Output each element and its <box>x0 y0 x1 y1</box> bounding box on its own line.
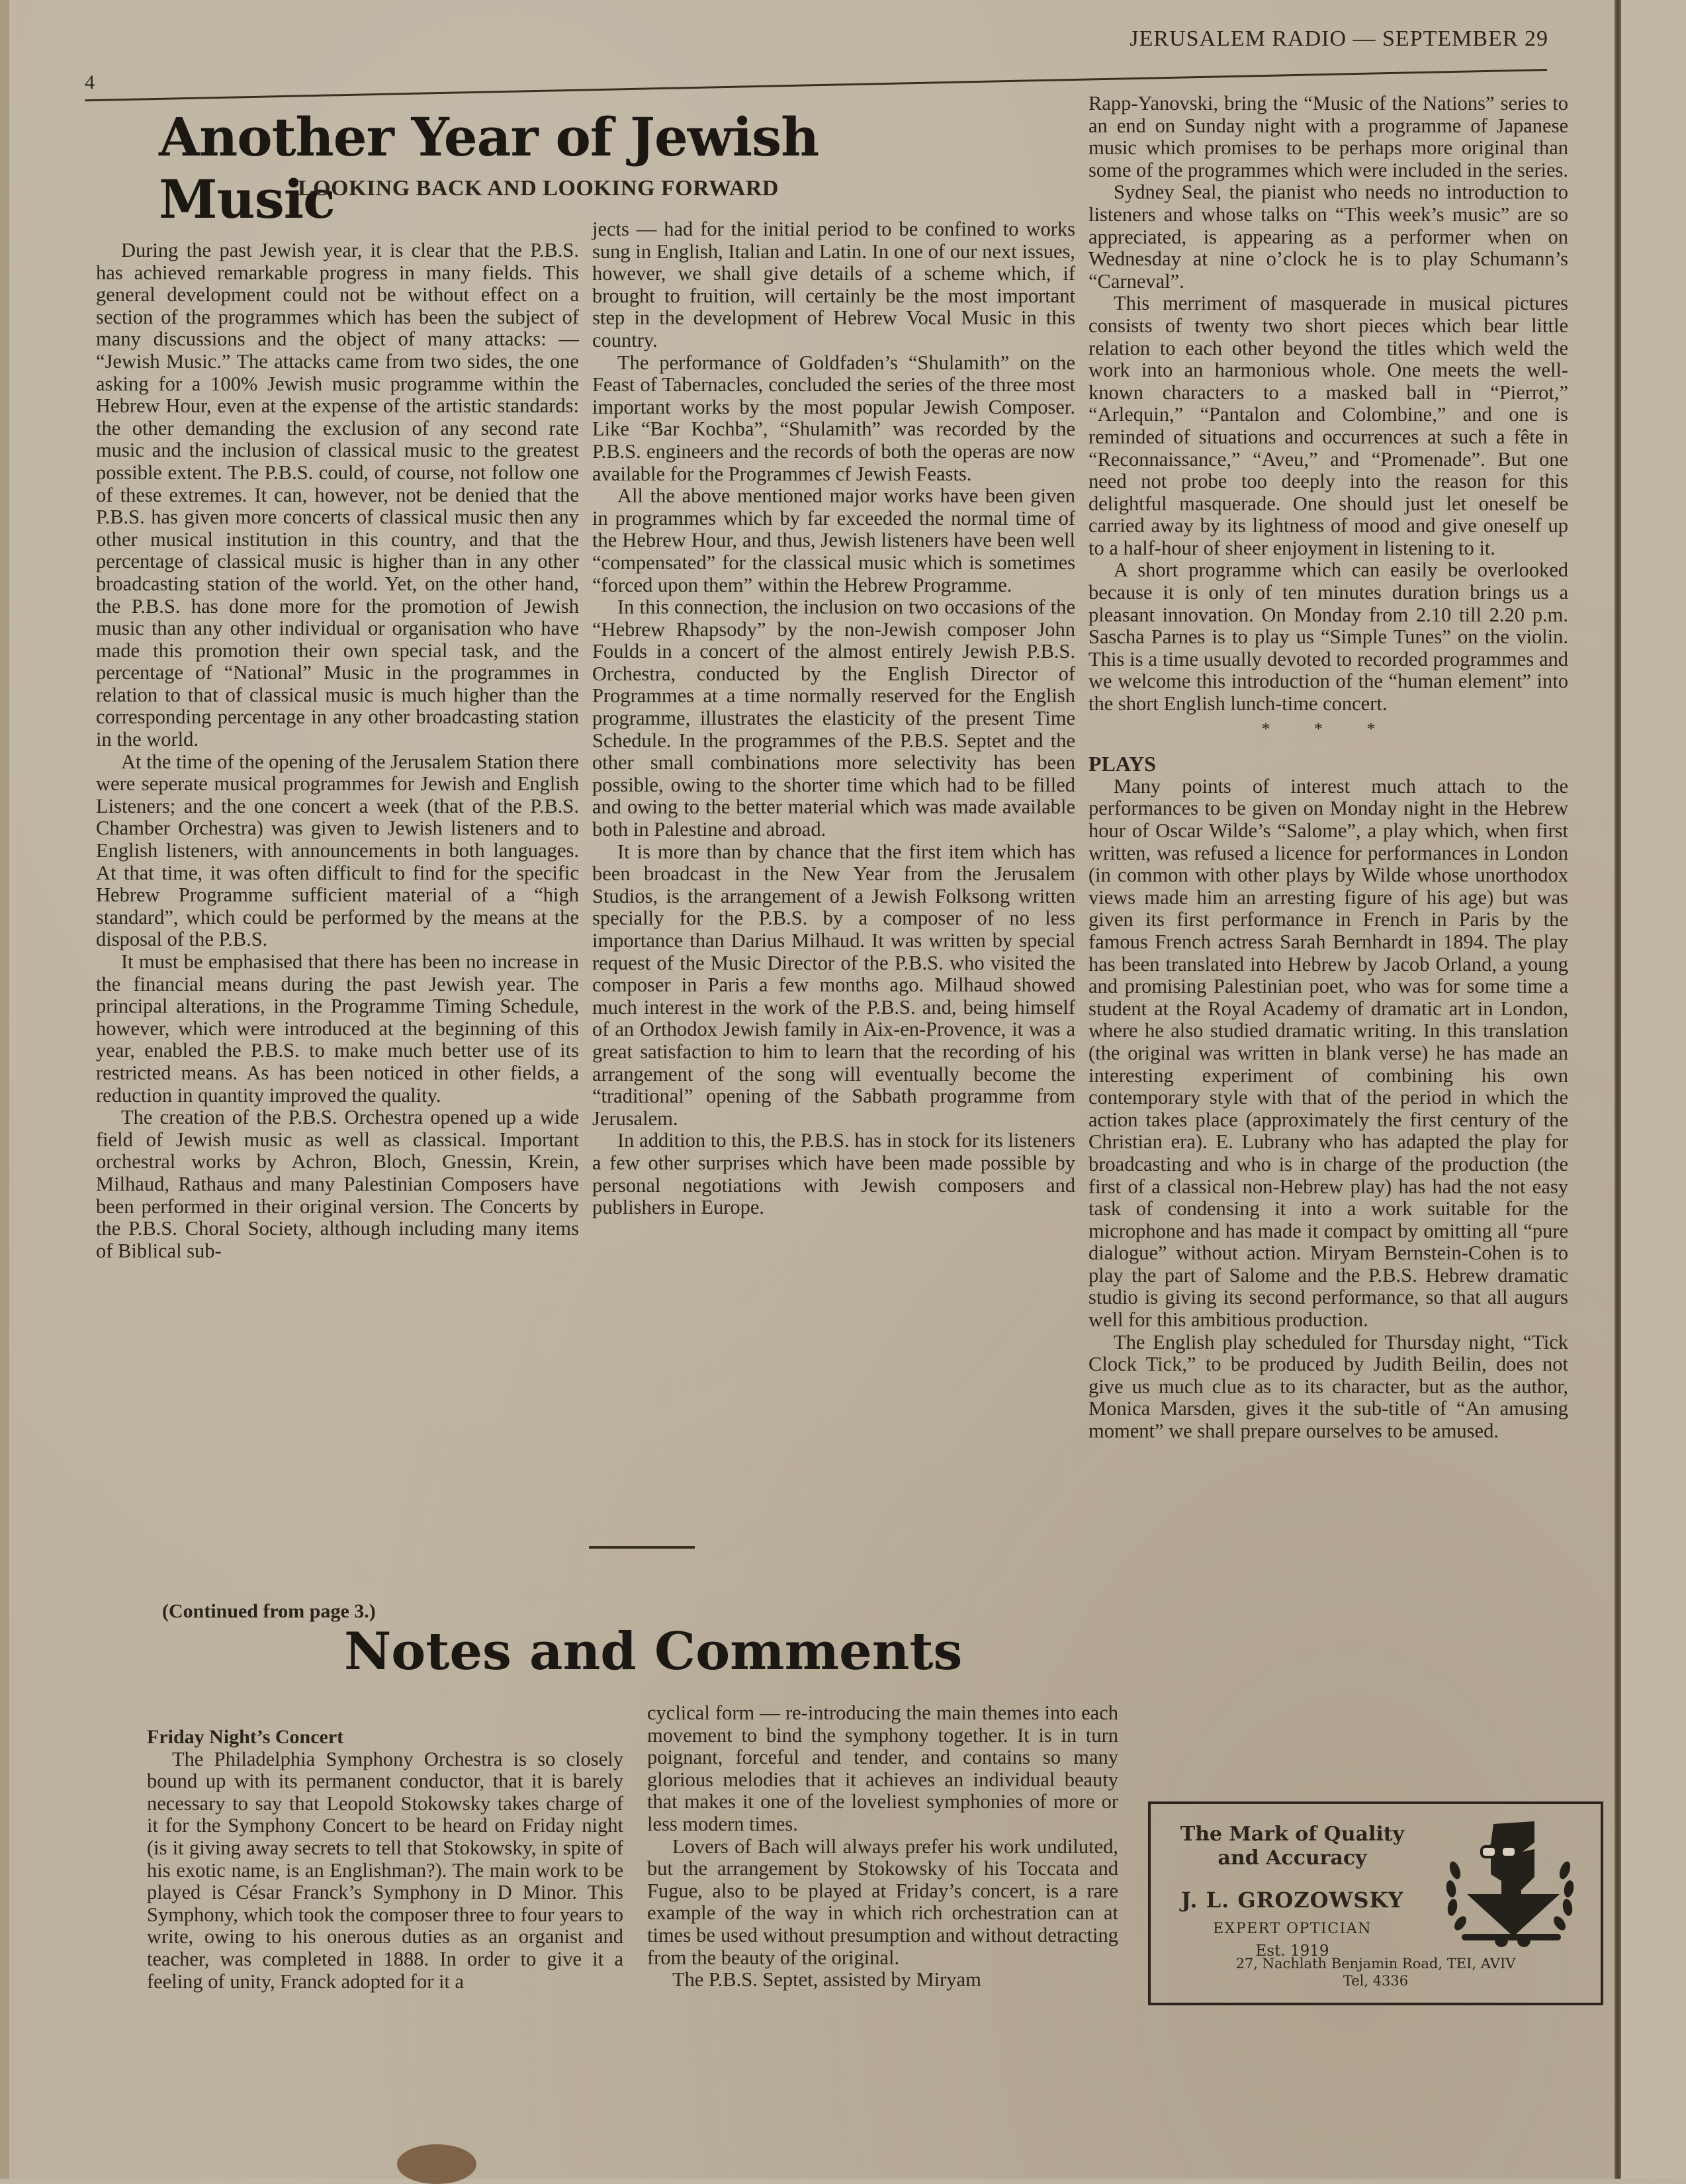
ad-business-name: J. L. GROZOWSKY <box>1180 1888 1404 1913</box>
right-column <box>1088 93 1568 1443</box>
paragraph: The Philadelphia Symphony Orchestra is so closely bound up with its permanent conductor, that it is barely necessary to say that Leopold Stokowsky takes charge of it for the Symphony Concert to be heard on Friday night (is it giving away secrets to tell that Stokowsky, in spite of his exotic name, is an Englishman?). The main work to be played is César Franck’s Symphony in D Minor. This Symphony, which took the composer three to four years to write, owing to his onerous duties as an organist and teacher, was completed in 1888. In order to give it a feeling of unity, Franck adopted for it a <box>147 1747 623 1993</box>
running-head: JERUSALEM RADIO — SEPTEMBER 29 <box>1130 26 1548 51</box>
paragraph: The P.B.S. Septet, assisted by Miryam <box>672 1968 981 1991</box>
paragraph: Rapp-Yanovski, bring the “Music of the Nations” series to an end on Sunday night with a programme of Japanese music which promises to be perhaps more original than some of the programmes which were included in the series. <box>1088 92 1569 181</box>
paragraph: In this connection, the inclusion on two occasions of the “Hebrew Rhapsody” by the non-Jewish composer John Foulds in a concert of the almost entirely Jewish P.B.S. Orchestra, conducted by the English Director of Programmes at a time normally reserved for the English programme, illustrates the elasticity of the present Time Schedule. In the programmes of the P.B.S. Septet and the other small combinations more selectivity has been possible, owing to the shorter time which had to be filled and owing to the better material which was made available both in Palestine and abroad. <box>592 596 1075 841</box>
article-column-1 <box>96 240 579 1262</box>
ad-phone: Tel, 4336 <box>1343 1973 1409 1989</box>
paragraph: This merriment of masquerade in musical pictures consists of twenty two short pieces which bear little relation to each other beyond the titles which weld the work into an harmonious whole. One meets the well-known characters to a masked ball in “Pierrot,” “Arlequin,” “Pantalon and Colombine,” and one is reminded of situations and occurrences at such a fête in “Reconnaissance,” “Aveu,” and “Promenade”. But one need not probe too deeply into the reason for this delightful masquerade. One should just let oneself be carried away by its lightness of mood and give oneself up to a half-hour of sheer enjoyment in listening to it. <box>1088 292 1568 559</box>
ad-tagline: The Mark of Quality <box>1180 1823 1405 1846</box>
ad-address-block <box>1177 1955 1574 1989</box>
notes-column-1 <box>147 1726 623 1993</box>
paper-stain <box>397 2144 476 2184</box>
article-column-2 <box>592 218 1075 1219</box>
page-number: 4 <box>85 71 95 93</box>
ad-text-block <box>1160 1823 1425 1960</box>
paragraph: Lovers of Bach will always prefer his work undiluted, but the arrangement by Stokowsky of his Toccata and Fugue, also to be played at Friday’s concert, is a rare example of the way in which rich orchestration can at times be used without presumption and without detracting from the beauty of the original. <box>647 1835 1118 1969</box>
continued-note: (Continued from page 3.) <box>162 1600 376 1622</box>
paragraph: The performance of Goldfaden’s “Shulamith” on the Feast of Tabernacles, concluded the series of the three most important works by the most popular Jewish Composer. Like “Bar Kochba”, “Shulamith” was recorded by the P.B.S. engineers and the records of both the operas are now available for the Programmes cf Jewish Feasts. <box>592 351 1075 485</box>
paragraph: A short programme which can easily be overlooked because it is only of ten minutes duration brings us a pleasant innovation. On Monday from 2.10 till 2.20 p.m. Sascha Parnes is to play us “Simple Tunes” on the violin. This is a time usually devoted to recorded programmes and we welcome this introduction of the “human element” into the short English lunch-time concert. <box>1088 559 1568 715</box>
article-title: Another Year of Jewish Music <box>159 106 819 230</box>
paragraph: cyclical form — re-introducing the main themes into each movement to bind the symphony together. It is in turn poignant, forceful and tender, and contains so many glorious melodies that it achieves an individual beauty that makes it one of the loveliest symphonies of more or less modern times. <box>647 1702 1118 1835</box>
optician-advertisement <box>1148 1801 1603 2005</box>
page-left-shadow <box>0 0 9 2179</box>
paragraph: jects — had for the initial period to be confined to works sung in English, Italian and Latin. In one of our next issues, however, we shall give details of a scheme which, if brought to fruition, will certainly be the most important step in the development of Hebrew Vocal Music in this country. <box>592 218 1075 351</box>
paragraph: Many points of interest much attach to the performances to be given on Monday night in the Hebrew hour of Oscar Wilde’s “Salome”, a play which, when first written, was refused a licence for performances in London (in common with other plays by Wilde whose unorthodox views made him an arresting figure of his age) but was given its first performance in French in Paris by the famous French actress Sarah Bernhardt in 1894. The play has been translated into Hebrew by Jacob Orland, a young and promising Palestinian poet, who was for some time a student at the Royal Academy of dramatic art in London, where he also studied dramatic writing. In this translation (the original was written in blank verse) he has made an interesting experiment of combining his own contemporary style with that of the period in which the action takes place (approximately the first century of the Christian era). E. Lubrany who has adapted the play for broadcasting and who is in charge of the production (the first of a classical non-Hebrew play) has had the not easy task of condensing it into a work suitable for the microphone and has made it compact by omitting all “pure dialogue” without action. Miryam Bernstein-Cohen is to play the part of Salome and the P.B.S. Hebrew dramatic studio is giving its second performance, so that all augurs well for this ambitious production. <box>1088 774 1568 1332</box>
adjacent-page <box>1621 0 1686 2179</box>
optician-logo-icon <box>1435 1817 1581 1950</box>
ad-tagline: and Accuracy <box>1218 1846 1367 1870</box>
page-fold <box>1615 0 1621 2179</box>
paragraph: Sydney Seal, the pianist who needs no introduction to listeners and whose talks on “This week’s music” are so appreciated, is appearing as a performer when on Wednesday at nine o’clock he is to play Schumann’s “Carneval”. <box>1088 181 1568 293</box>
notes-column-2 <box>647 1702 1118 1991</box>
paragraph: At the time of the opening of the Jerusalem Station there were seperate musical programmes for Jewish and English Listeners; and the one concert a week (that of the P.B.S. Chamber Orchestra) was given to Jewish listeners and to English listeners, with announcements in both languages. At that time, it was often difficult to find for the specific Hebrew Programme sufficient material of a “high standard”, which could be performed by the means at the disposal of the P.B.S. <box>96 750 579 951</box>
ad-address: 27, Nachlath Benjamin Road, TEI, AVIV <box>1235 1956 1516 1972</box>
paragraph: The English play scheduled for Thursday night, “Tick Clock Tick,” to be produced by Judith Beilin, does not give us much clue as to its character, but as the author, Monica Marsden, gives it the sub-title of “An amusing moment” we shall prepare ourselves to be amused. <box>1088 1330 1568 1443</box>
paragraph: It must be emphasised that there has been no increase in the financial means during the past Jewish year. The principal alterations, in the Programme Timing Schedule, however, which were introduced at the beginning of this year, enabled the P.B.S. to make much better use of its restricted means. As has been noticed in other fields, a reduction in quantity improved the quality. <box>96 950 579 1107</box>
ad-profession: EXPERT OPTICIAN <box>1213 1921 1372 1937</box>
ad-established: Est. 1919 <box>1255 1942 1329 1960</box>
section-separator: * * * <box>1261 719 1396 739</box>
paragraph: During the past Jewish year, it is clear that the P.B.S. has achieved remarkable progress in many fields. This general development could not be without effect on a section of the programmes which has been the subject of many discussions and the object of many attacks: — “Jewish Music.” The attacks came from two sides, the one asking for a 100% Jewish music programme within the Hebrew Hour, even at the expense of the artistic standards: the other demanding the exclusion of any second rate music and the inclusion of classical music to the greatest possible extent. The P.B.S. could, of course, not follow one of these extremes. It can, however, not be denied that the P.B.S. has given more concerts of classical music then any other musical institution in this country, and that the percentage of classical music is higher than in any other broadcasting station of the world. Yet, on the other hand, the P.B.S. has done more for the promotion of Jewish music than any other individual or organisation who have made this promotion their own special task, and the percentage of “National” Music in the programmes in relation to that of classical music is much higher than the corresponding percentage in any other broadcasting station in the world. <box>96 239 579 751</box>
notes-subheading: Friday Night’s Concert <box>147 1726 344 1748</box>
article-subtitle: LOOKING BACK AND LOOKING FORWARD <box>298 176 779 201</box>
article-divider <box>589 1546 695 1549</box>
plays-heading: PLAYS <box>1088 752 1156 776</box>
notes-title: Notes and Comments <box>344 1621 963 1682</box>
paragraph: It is more than by chance that the first item which has been broadcast in the New Year from the Jerusalem Studios, is the arrangement of a Jewish Folksong written specially for the P.B.S. by a composer of no less importance than Darius Milhaud. It was written by special request of the Music Director of the P.B.S. who visited the composer in Paris a few months ago. Milhaud showed much interest in the work of the P.B.S. and, being himself of an Orthodox Jewish family in Aix-en-Provence, it was a great satisfaction to him to learn that the recording of his arrangement of the song will eventually become the “traditional” opening of the Sabbath programme from Jerusalem. <box>592 840 1075 1130</box>
paragraph: In addition to this, the P.B.S. has in stock for its listeners a few other surprises which have been made possible by personal negotiations with Jewish composers and publishers in Europe. <box>592 1129 1075 1219</box>
paragraph: The creation of the P.B.S. Orchestra opened up a wide field of Jewish music as well as classical. Important orchestral works by Achron, Bloch, Gnessin, Krein, Milhaud, Rathaus and many Palestinian Composers have been performed in their original version. The Concerts by the P.B.S. Choral Society, although including many items of Biblical sub- <box>96 1106 579 1262</box>
paragraph: All the above mentioned major works have been given in programmes which by far exceeded the normal time of the Hebrew Hour, and thus, Jewish listeners have been well “compensated” for the classical music which is sometimes “forced upon them” within the Hebrew Programme. <box>592 484 1075 596</box>
